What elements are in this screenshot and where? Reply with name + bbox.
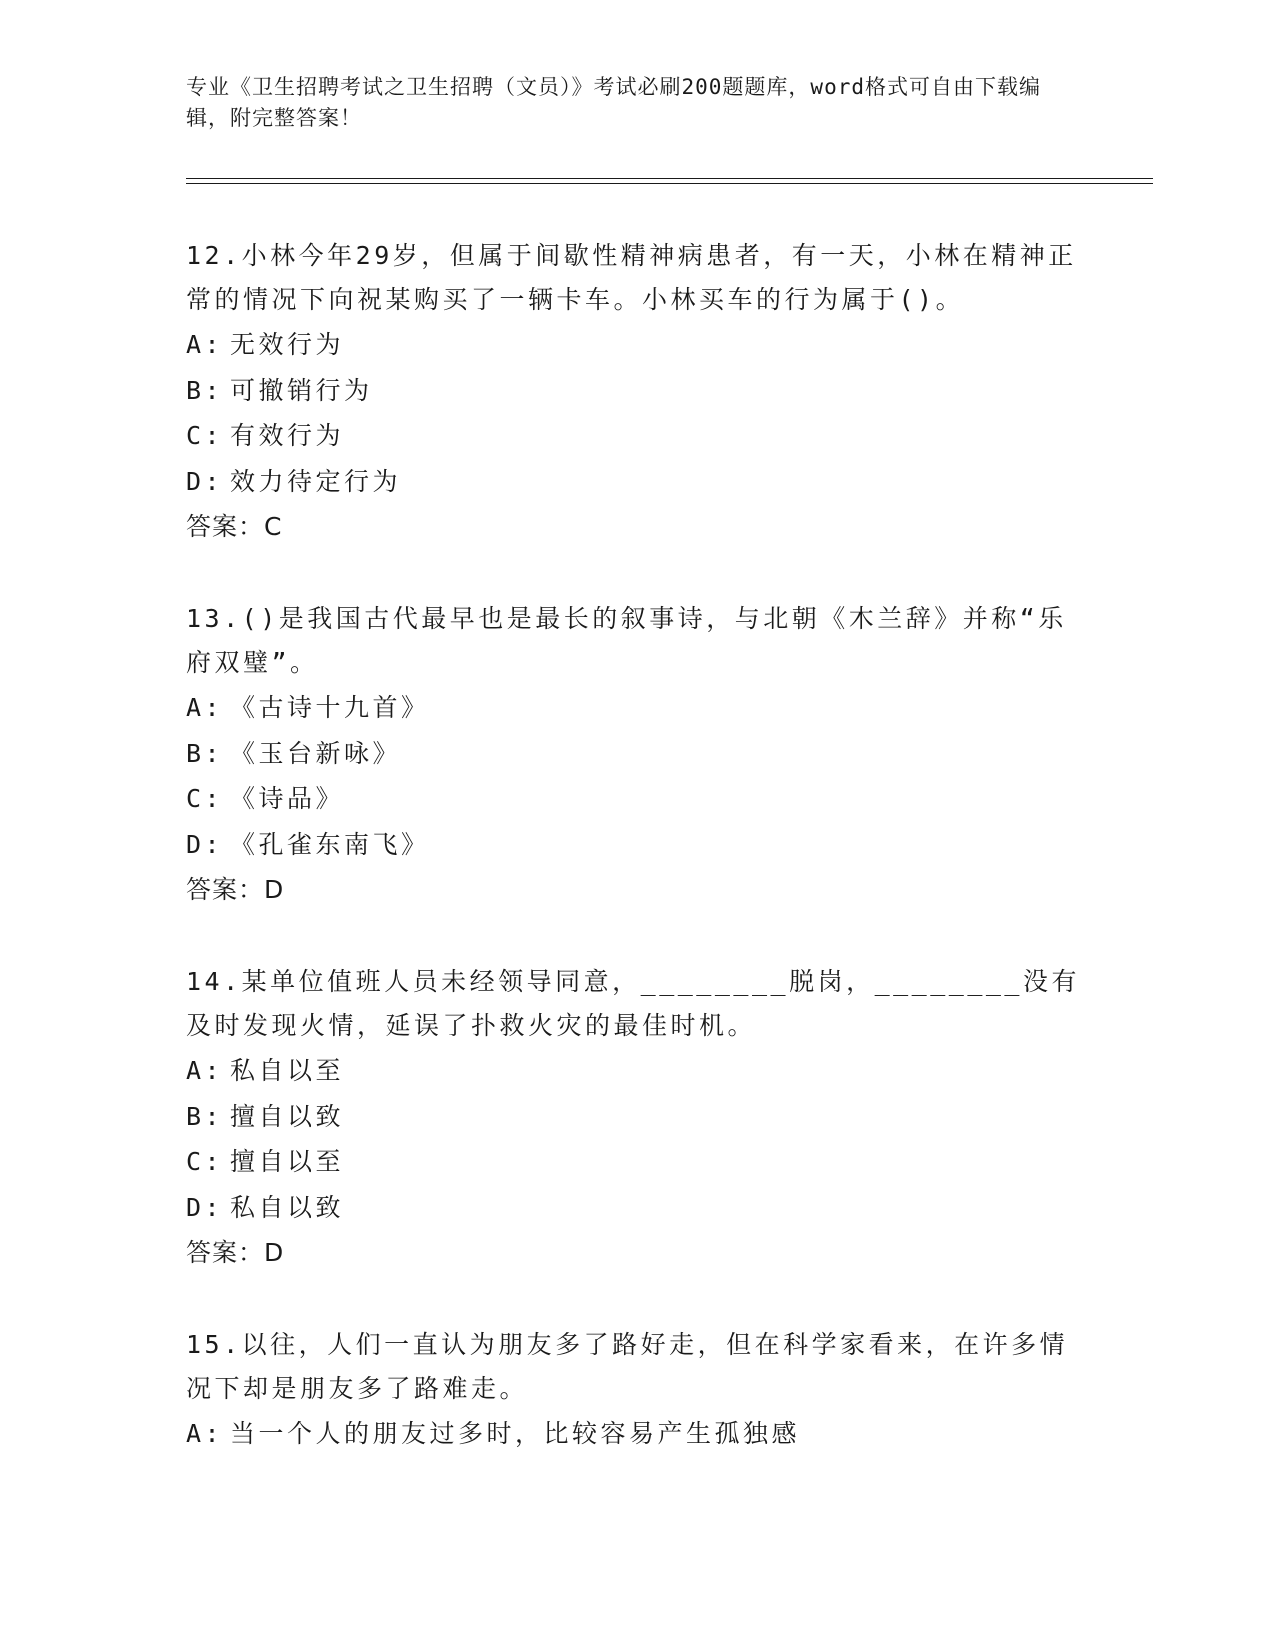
answer-label: 答案：D (186, 875, 285, 904)
option-letter: B: (186, 1101, 224, 1131)
option-text: 《诗品》 (230, 784, 345, 813)
question-stem: 12.小林今年29岁，但属于间歇性精神病患者，有一天，小林在精神正常的情况下向祝某购买了一辆卡车。小林买车的行为属于()。 (186, 241, 1077, 314)
option-text: 效力待定行为 (230, 466, 402, 496)
question-12 (186, 234, 1086, 549)
answer-label: 答案：D (186, 1238, 285, 1267)
option-b (186, 1094, 1086, 1140)
option-letter: A: (186, 1056, 224, 1085)
header-divider-top (186, 178, 1153, 179)
question-stem: 15.以往，人们一直认为朋友多了路好走，但在科学家看来，在许多情况下却是朋友多了路难走。 (186, 1330, 1069, 1403)
option-c (186, 776, 1086, 822)
question-13 (186, 597, 1086, 912)
option-d (186, 822, 1086, 868)
option-b (186, 368, 1086, 414)
option-d (186, 459, 1086, 505)
option-letter: B: (186, 738, 224, 768)
option-letter: C: (186, 421, 224, 450)
answer-label: 答案：C (186, 512, 283, 541)
option-letter: A: (186, 693, 224, 722)
option-a (186, 1411, 1086, 1457)
option-c (186, 413, 1086, 459)
option-a (186, 685, 1086, 731)
option-letter: A: (186, 330, 224, 359)
option-letter: D: (186, 1192, 224, 1222)
option-letter: C: (186, 784, 224, 813)
option-text: 可撤销行为 (230, 375, 373, 405)
option-d (186, 1185, 1086, 1231)
question-stem: 13.()是我国古代最早也是最长的叙事诗，与北朝《木兰辞》并称“乐府双璧”。 (186, 604, 1067, 677)
option-letter: B: (186, 375, 224, 405)
option-letter: D: (186, 829, 224, 859)
option-letter: C: (186, 1147, 224, 1176)
option-text: 私自以至 (230, 1056, 345, 1085)
header-divider-bottom (186, 183, 1153, 184)
document-header: 专业《卫生招聘考试之卫生招聘（文员）》考试必刷200题题库，word格式可自由下载编辑，附完整答案！ (186, 75, 1041, 130)
option-c (186, 1139, 1086, 1185)
option-text: 《孔雀东南飞》 (230, 829, 430, 859)
option-text: 当一个人的朋友过多时，比较容易产生孤独感 (230, 1419, 801, 1448)
option-text: 《古诗十九首》 (230, 693, 430, 722)
option-text: 擅自以致 (230, 1101, 345, 1131)
option-letter: A: (186, 1419, 224, 1448)
option-text: 有效行为 (230, 421, 345, 450)
option-b (186, 731, 1086, 777)
option-letter: D: (186, 466, 224, 496)
option-text: 《玉台新咏》 (230, 738, 402, 768)
option-text: 私自以致 (230, 1192, 345, 1222)
question-15 (186, 1323, 1086, 1457)
question-stem: 14.某单位值班人员未经领导同意，________脱岗，________没有及时发现火情，延误了扑救火灾的最佳时机。 (186, 967, 1080, 1040)
option-text: 擅自以至 (230, 1147, 345, 1176)
question-14 (186, 960, 1086, 1275)
option-a (186, 1048, 1086, 1094)
option-a (186, 322, 1086, 368)
option-text: 无效行为 (230, 330, 345, 359)
